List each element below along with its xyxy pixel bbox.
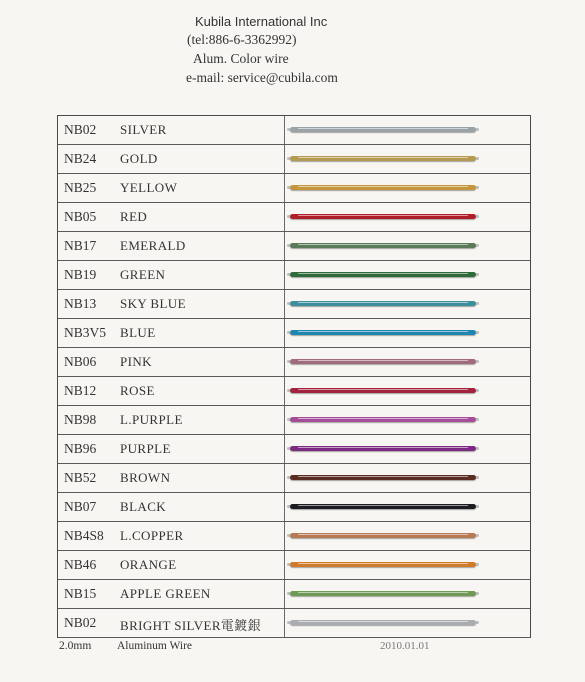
wire-sample <box>290 388 476 393</box>
color-row <box>58 174 530 203</box>
color-name: EMERALD <box>120 238 186 253</box>
color-row <box>58 145 530 174</box>
color-row <box>58 116 530 145</box>
color-name: BROWN <box>120 470 171 485</box>
wire-sample <box>290 243 476 248</box>
column-divider <box>284 319 285 347</box>
color-row <box>58 551 530 580</box>
color-code: NB96 <box>64 441 97 456</box>
color-code: NB07 <box>64 499 97 514</box>
color-name: SILVER <box>120 122 167 137</box>
column-divider <box>284 435 285 463</box>
wire-sample <box>290 156 476 161</box>
color-name: PINK <box>120 354 152 369</box>
wire-sample <box>290 359 476 364</box>
wire-sample <box>290 533 476 538</box>
column-divider <box>284 232 285 260</box>
column-divider <box>284 522 285 550</box>
color-code: NB17 <box>64 238 97 253</box>
color-code: NB15 <box>64 586 97 601</box>
color-name: GOLD <box>120 151 158 166</box>
wire-sample <box>290 330 476 335</box>
wire-diameter: 2.0mm <box>59 640 92 652</box>
wire-sample <box>290 272 476 277</box>
color-row <box>58 348 530 377</box>
color-code: NB12 <box>64 383 97 398</box>
column-divider <box>284 203 285 231</box>
color-name: BRIGHT SILVER電鍍銀 <box>120 618 262 633</box>
company-email: e-mail: service@cubila.com <box>186 70 338 85</box>
color-row <box>58 290 530 319</box>
wire-sample <box>290 214 476 219</box>
color-row <box>58 377 530 406</box>
column-divider <box>284 493 285 521</box>
wire-material: Aluminum Wire <box>117 640 193 652</box>
wire-sample <box>290 127 476 132</box>
color-code: NB02 <box>64 122 97 137</box>
color-code: NB4S8 <box>64 528 104 543</box>
wire-sample <box>290 504 476 509</box>
color-name: SKY BLUE <box>120 296 186 311</box>
color-row <box>58 522 530 551</box>
column-divider <box>284 609 285 637</box>
color-name: YELLOW <box>120 180 178 195</box>
company-phone: (tel:886-6-3362992) <box>187 32 297 47</box>
color-code: NB46 <box>64 557 97 572</box>
wire-sample <box>290 301 476 306</box>
column-divider <box>284 464 285 492</box>
column-divider <box>284 290 285 318</box>
color-row <box>58 580 530 609</box>
wire-sample <box>290 562 476 567</box>
color-code: NB24 <box>64 151 97 166</box>
color-name: PURPLE <box>120 441 171 456</box>
document-date: 2010.01.01 <box>380 640 430 652</box>
column-divider <box>284 551 285 579</box>
column-divider <box>284 377 285 405</box>
column-divider <box>284 116 285 144</box>
color-row <box>58 406 530 435</box>
column-divider <box>284 406 285 434</box>
color-row <box>58 203 530 232</box>
wire-sample <box>290 185 476 190</box>
color-name: RED <box>120 209 148 224</box>
color-name: ORANGE <box>120 557 177 572</box>
color-code: NB3V5 <box>64 325 107 340</box>
color-name: APPLE GREEN <box>120 586 211 601</box>
color-code: NB05 <box>64 209 97 224</box>
wire-sample <box>290 475 476 480</box>
column-divider <box>284 145 285 173</box>
color-code: NB06 <box>64 354 97 369</box>
color-row <box>58 232 530 261</box>
wire-sample <box>290 417 476 422</box>
color-code: NB02 <box>64 615 97 630</box>
color-name: BLUE <box>120 325 156 340</box>
color-row <box>58 493 530 522</box>
color-row <box>58 261 530 290</box>
color-code: NB19 <box>64 267 97 282</box>
color-name: BLACK <box>120 499 167 514</box>
column-divider <box>284 174 285 202</box>
column-divider <box>284 580 285 608</box>
wire-sample <box>290 591 476 596</box>
color-name: ROSE <box>120 383 155 398</box>
color-code: NB98 <box>64 412 97 427</box>
color-name: L.COPPER <box>120 528 184 543</box>
color-row <box>58 464 530 493</box>
color-code: NB13 <box>64 296 97 311</box>
color-row <box>58 319 530 348</box>
wire-sample <box>290 446 476 451</box>
column-divider <box>284 261 285 289</box>
color-code: NB52 <box>64 470 97 485</box>
color-wire-chart <box>57 115 531 638</box>
company-name: Kubila International Inc <box>195 14 328 29</box>
color-name: L.PURPLE <box>120 412 183 427</box>
product-title: Alum. Color wire <box>193 51 289 66</box>
color-name: GREEN <box>120 267 166 282</box>
color-code: NB25 <box>64 180 97 195</box>
color-row <box>58 435 530 464</box>
column-divider <box>284 348 285 376</box>
color-row <box>58 609 530 638</box>
wire-sample <box>290 620 476 625</box>
